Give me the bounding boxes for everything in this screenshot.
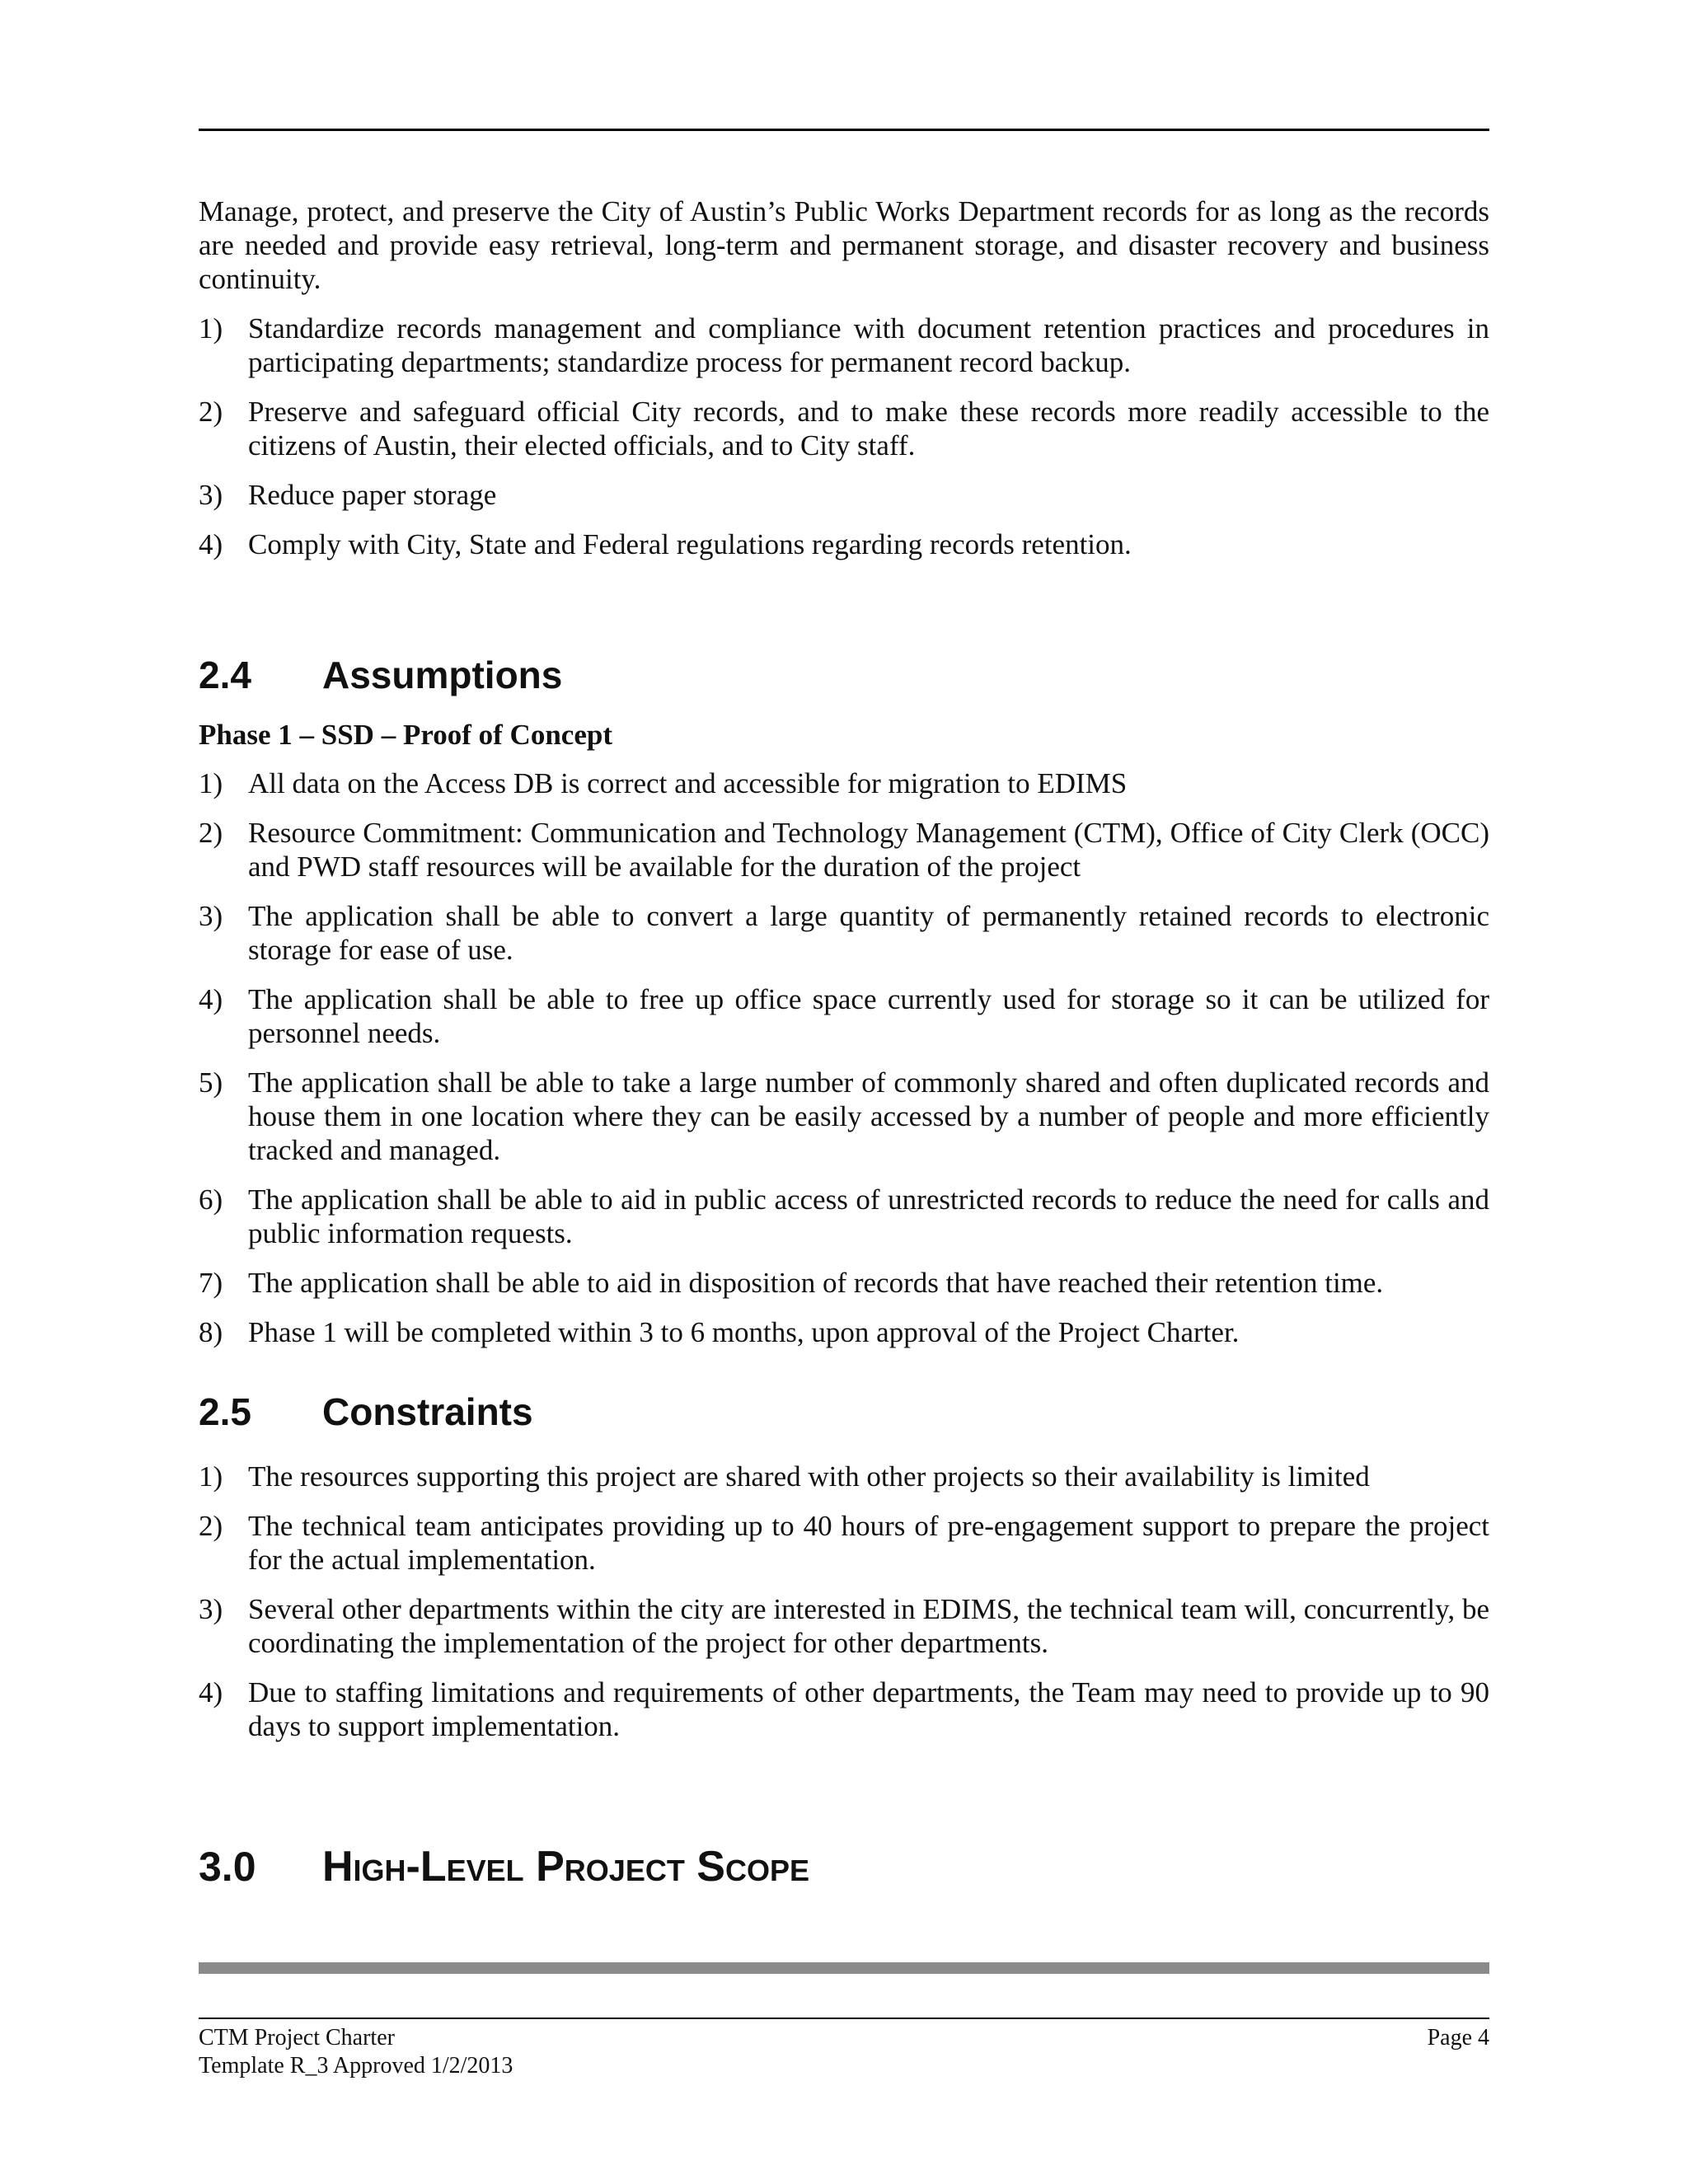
list-text: The application shall be able to aid in disposition of records that have reached their retention time. xyxy=(248,1267,1384,1299)
list-text: The application shall be able to take a large number of commonly shared and often duplicated records and house them in one location where they can be easily accessed by a number of people and more efficiently tracked and managed. xyxy=(248,1066,1489,1166)
list-number: 3) xyxy=(199,900,223,932)
list-number: 4) xyxy=(199,528,223,560)
list-item xyxy=(199,395,1489,462)
list-item xyxy=(199,1315,1489,1349)
list-number: 1) xyxy=(199,767,223,799)
list-item xyxy=(199,982,1489,1050)
list-text: Standardize records management and compliance with document retention practices and procedures in participating departments; standardize process for permanent record backup. xyxy=(248,312,1489,378)
section-title: Constraints xyxy=(322,1390,533,1433)
section-title: High-Level Project Scope xyxy=(322,1843,809,1891)
list-item xyxy=(199,816,1489,883)
phase-title: Phase 1 – SSD – Proof of Concept xyxy=(199,719,612,751)
list-number: 1) xyxy=(199,312,223,344)
intro-list xyxy=(199,312,1489,561)
list-text: Preserve and safeguard official City records, and to make these records more readily accessible to the citizens of Austin, their elected officials, and to City staff. xyxy=(248,396,1489,462)
list-text: Resource Commitment: Communication and Technology Management (CTM), Office of City Clerk (OCC) and PWD staff resources will be available for the duration of the project xyxy=(248,817,1489,883)
section-number: 2.5 xyxy=(199,1390,251,1433)
footer-template: Template R_3 Approved 1/2/2013 xyxy=(199,2053,513,2079)
list-number: 2) xyxy=(199,1510,223,1542)
list-item xyxy=(199,1066,1489,1167)
footer-doc-title: CTM Project Charter xyxy=(199,2025,395,2050)
list-text: Reduce paper storage xyxy=(248,479,497,511)
list-number: 6) xyxy=(199,1183,223,1216)
list-item xyxy=(199,766,1489,800)
list-number: 1) xyxy=(199,1460,223,1493)
list-text: The application shall be able to convert a large quantity of permanently retained records to electronic storage for ease of use. xyxy=(248,900,1489,966)
intro-paragraph: Manage, protect, and preserve the City of Austin’s Public Works Department records for as long as the records are needed and provide easy retrieval, long-term and permanent storage, and disaster recovery and business continuity. xyxy=(199,195,1489,295)
list-text: Due to staffing limitations and requirements of other departments, the Team may need to provide up to 90 days to support implementation. xyxy=(248,1676,1489,1742)
list-number: 5) xyxy=(199,1066,223,1099)
list-text: Comply with City, State and Federal regulations regarding records retention. xyxy=(248,528,1132,560)
section-number: 3.0 xyxy=(199,1844,256,1890)
list-item xyxy=(199,312,1489,379)
list-number: 4) xyxy=(199,983,223,1015)
list-item xyxy=(199,1592,1489,1660)
list-item xyxy=(199,1266,1489,1300)
list-number: 3) xyxy=(199,479,223,511)
assumptions-list xyxy=(199,766,1489,1349)
list-item xyxy=(199,478,1489,512)
footer-rule xyxy=(199,2018,1489,2019)
list-item xyxy=(199,1183,1489,1250)
list-text: The technical team anticipates providing up to 40 hours of pre-engagement support to prepare the project for the actual implementation. xyxy=(248,1510,1489,1576)
list-number: 2) xyxy=(199,396,223,428)
list-text: The application shall be able to aid in public access of unrestricted records to reduce the need for calls and public information requests. xyxy=(248,1183,1489,1249)
list-number: 3) xyxy=(199,1593,223,1625)
list-text: The resources supporting this project are shared with other projects so their availability is limited xyxy=(248,1460,1370,1493)
list-text: The application shall be able to free up office space currently used for storage so it can be utilized for personnel needs. xyxy=(248,983,1489,1049)
list-item xyxy=(199,1509,1489,1577)
list-item xyxy=(199,899,1489,967)
list-text: Several other departments within the city are interested in EDIMS, the technical team will, concurrently, be coordinating the implementation of the project for other departments. xyxy=(248,1593,1489,1659)
list-number: 8) xyxy=(199,1316,223,1348)
header-rule xyxy=(199,129,1489,131)
page-footer xyxy=(199,2024,1489,2080)
list-text: Phase 1 will be completed within 3 to 6 months, upon approval of the Project Charter. xyxy=(248,1316,1240,1348)
section-title: Assumptions xyxy=(322,654,563,696)
list-number: 7) xyxy=(199,1267,223,1299)
section-heading-constraints xyxy=(199,1389,1489,1435)
page-content xyxy=(199,194,1489,1891)
list-text: All data on the Access DB is correct and accessible for migration to EDIMS xyxy=(248,767,1128,799)
heading-underline-bar xyxy=(199,1962,1489,1974)
section-heading-scope xyxy=(199,1842,1489,1891)
list-number: 2) xyxy=(199,817,223,849)
list-item xyxy=(199,1675,1489,1743)
constraints-list xyxy=(199,1460,1489,1743)
section-number: 2.4 xyxy=(199,654,251,696)
section-heading-assumptions xyxy=(199,652,1489,698)
list-item xyxy=(199,1460,1489,1493)
list-number: 4) xyxy=(199,1676,223,1708)
list-item xyxy=(199,527,1489,561)
footer-page-number: Page 4 xyxy=(1427,2025,1489,2050)
